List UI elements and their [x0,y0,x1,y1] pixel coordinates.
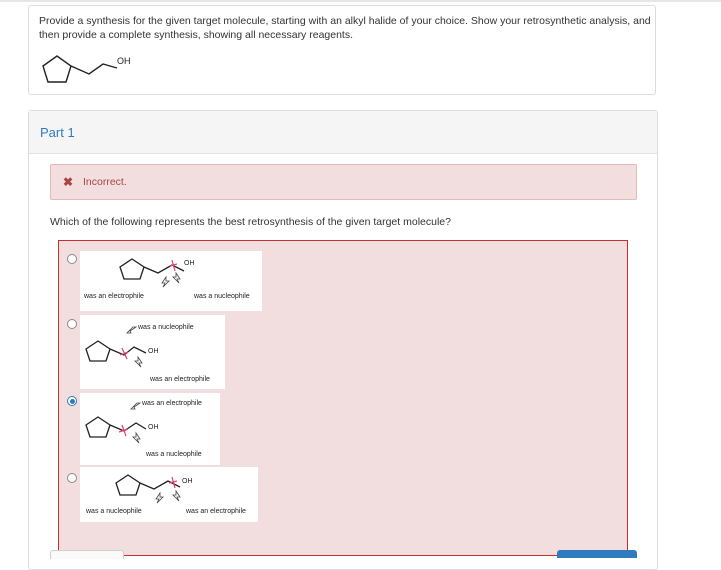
primary-button[interactable] [557,550,637,558]
choice-1-radio[interactable] [67,254,77,264]
choice-1-oh: OH [184,260,195,267]
choice-3-radio[interactable] [67,396,77,406]
feedback-banner [50,164,637,200]
choice-4-radio[interactable] [67,473,77,483]
choice-2-structure[interactable] [80,315,225,389]
secondary-button[interactable] [50,550,124,559]
choice-4-structure[interactable] [80,467,258,522]
choice-4-retrosynthesis-diagram [80,467,258,522]
choice-3-oh: OH [148,424,159,431]
choice-4-oh: OH [182,478,193,485]
choice-2-label-b: was an electrophile [150,376,210,383]
choice-3-label-b: was a nucleophile [146,451,202,458]
part-title[interactable]: Part 1 [40,125,75,140]
choice-1-structure[interactable] [80,251,262,311]
choice-2-label-a: was a nucleophile [138,324,194,331]
target-oh-label: OH [117,56,131,66]
choice-1-label-b: was a nucleophile [194,293,250,300]
choice-3-retrosynthesis-diagram [80,393,220,465]
top-divider [0,0,721,2]
choice-4-label-a: was a nucleophile [86,508,142,515]
choice-2-retrosynthesis-diagram [80,315,225,389]
part-header [29,111,657,154]
choice-3-structure[interactable] [80,393,220,465]
incorrect-x-icon: ✖ [63,175,74,189]
choice-4-label-b: was an electrophile [186,508,246,515]
choice-1-label-a: was an electrophile [84,293,144,300]
choice-1-retrosynthesis-diagram [80,251,262,311]
question-prompt: Which of the following represents the best retrosynthesis of the given target molecule? [50,216,451,228]
target-molecule-structure [41,50,161,90]
question-text: Provide a synthesis for the given target molecule, starting with an alkyl halide of your choice. Show your retrosynthetic analysis, and then provide a complete synthesis, showing all necessary reagents. [39,15,651,41]
feedback-text: Incorrect. [83,176,127,188]
choice-2-oh: OH [148,348,159,355]
choice-2-radio[interactable] [67,319,77,329]
question-card [28,5,656,95]
choice-3-label-a: was an electrophile [142,400,202,407]
